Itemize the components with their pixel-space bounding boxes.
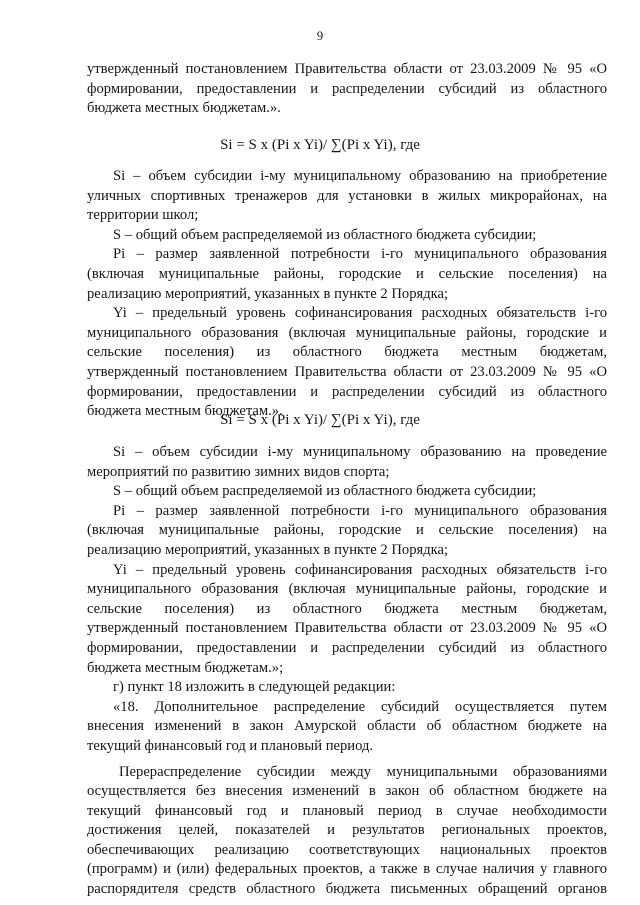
text-line: внесения изменений в закон Амурской области об областном бюджете на — [87, 718, 607, 735]
text-line: уличных спортивных тренажеров для установки в жилых микрорайонах, на — [87, 187, 607, 204]
text-line: муниципального образования (включая муниципальные районы, городские и — [87, 324, 607, 341]
text-line: Pi – размер заявленной потребности i-го муниципального образования — [113, 502, 607, 519]
text-line: мероприятий по развитию зимних видов спорта; — [87, 463, 390, 480]
text-line: (включая муниципальные районы, городские и сельские поселения) на — [87, 522, 607, 539]
text-line: реализацию мероприятий, указанных в пункте 2 Порядка; — [87, 285, 449, 302]
text-line: сельские поселения) из областного бюджета местным бюджетам, — [87, 600, 607, 617]
text-line: распорядителя средств областного бюджета письменных обращений органов — [87, 881, 607, 898]
text-line: формировании, предоставлении и распределении субсидий из областного — [87, 639, 607, 656]
text-line: Si – объем субсидии i-му муниципальному образованию на приобретение — [113, 168, 607, 184]
text-line: утвержденный постановлением Правительства области от 23.03.2009 № 95 «О — [87, 61, 607, 77]
text-line: территории школ; — [87, 207, 199, 224]
text-line: реализацию мероприятий, указанных в пункте 2 Порядка; — [87, 541, 449, 558]
paragraph-block-2 — [87, 167, 607, 422]
text-line: достижения целей, показателей и результатов региональных проектов, — [87, 822, 607, 839]
text-line: S – общий объем распределяемой из областного бюджета субсидии; — [113, 226, 537, 243]
page-number: 9 — [316, 29, 324, 43]
text-line: муниципального образования (включая муниципальные районы, городские и — [87, 581, 607, 598]
paragraph-block-3 — [87, 443, 607, 900]
formula-2: Si = S x (Pi x Yi)/ ∑(Pi x Yi), где — [220, 412, 420, 428]
text-line: обеспечивающих реализацию соответствующих национальных проектов — [87, 841, 607, 858]
text-line: (программ) и (или) федеральных проектов, а также в случае наличия у главного — [87, 861, 607, 878]
text-line: текущий финансовый год и плановый период. — [87, 737, 374, 754]
text-line: бюджета местным бюджетам.». — [87, 403, 283, 420]
text-line: утвержденный постановлением Правительства области от 23.03.2009 № 95 «О — [87, 620, 607, 637]
text-line: Yi – предельный уровень софинансирования расходных обязательств i-го — [113, 561, 607, 578]
text-line: Перераспределение субсидии между муниципальными образованиями — [119, 763, 607, 780]
text-line: Pi – размер заявленной потребности i-го муниципального образования — [113, 246, 607, 263]
paragraph-block-1 — [87, 60, 607, 119]
text-line: S – общий объем распределяемой из областного бюджета субсидии; — [113, 483, 537, 500]
text-line: сельские поселения) из областного бюджета местным бюджетам, — [87, 344, 607, 361]
text-line: осуществляется без внесения изменений в закон об областном бюджете на — [87, 783, 607, 800]
text-line: текущий финансовый год и плановый период в случае необходимости — [87, 802, 607, 819]
text-line: бюджета местных бюджетам.». — [87, 100, 281, 117]
text-line: «18. Дополнительное распределение субсидий осуществляется путем — [113, 698, 607, 715]
text-line: г) пункт 18 изложить в следующей редакции: — [113, 679, 396, 696]
text-line: Yi – предельный уровень софинансирования расходных обязательств i-го — [113, 305, 607, 322]
text-line: формировании, предоставлении и распределении субсидий из областного — [87, 383, 607, 400]
formula-1: Si = S x (Pi x Yi)/ ∑(Pi x Yi), где — [220, 137, 420, 153]
text-line: (включая муниципальные районы, городские и сельские поселения) на — [87, 265, 607, 282]
text-line: утвержденный постановлением Правительства области от 23.03.2009 № 95 «О — [87, 363, 607, 380]
text-line: формировании, предоставлении и распределении субсидий из областного — [87, 80, 607, 97]
text-line: бюджета местным бюджетам.»; — [87, 659, 284, 676]
text-line: Si – объем субсидии i-му муниципальному образованию на проведение — [113, 444, 607, 460]
